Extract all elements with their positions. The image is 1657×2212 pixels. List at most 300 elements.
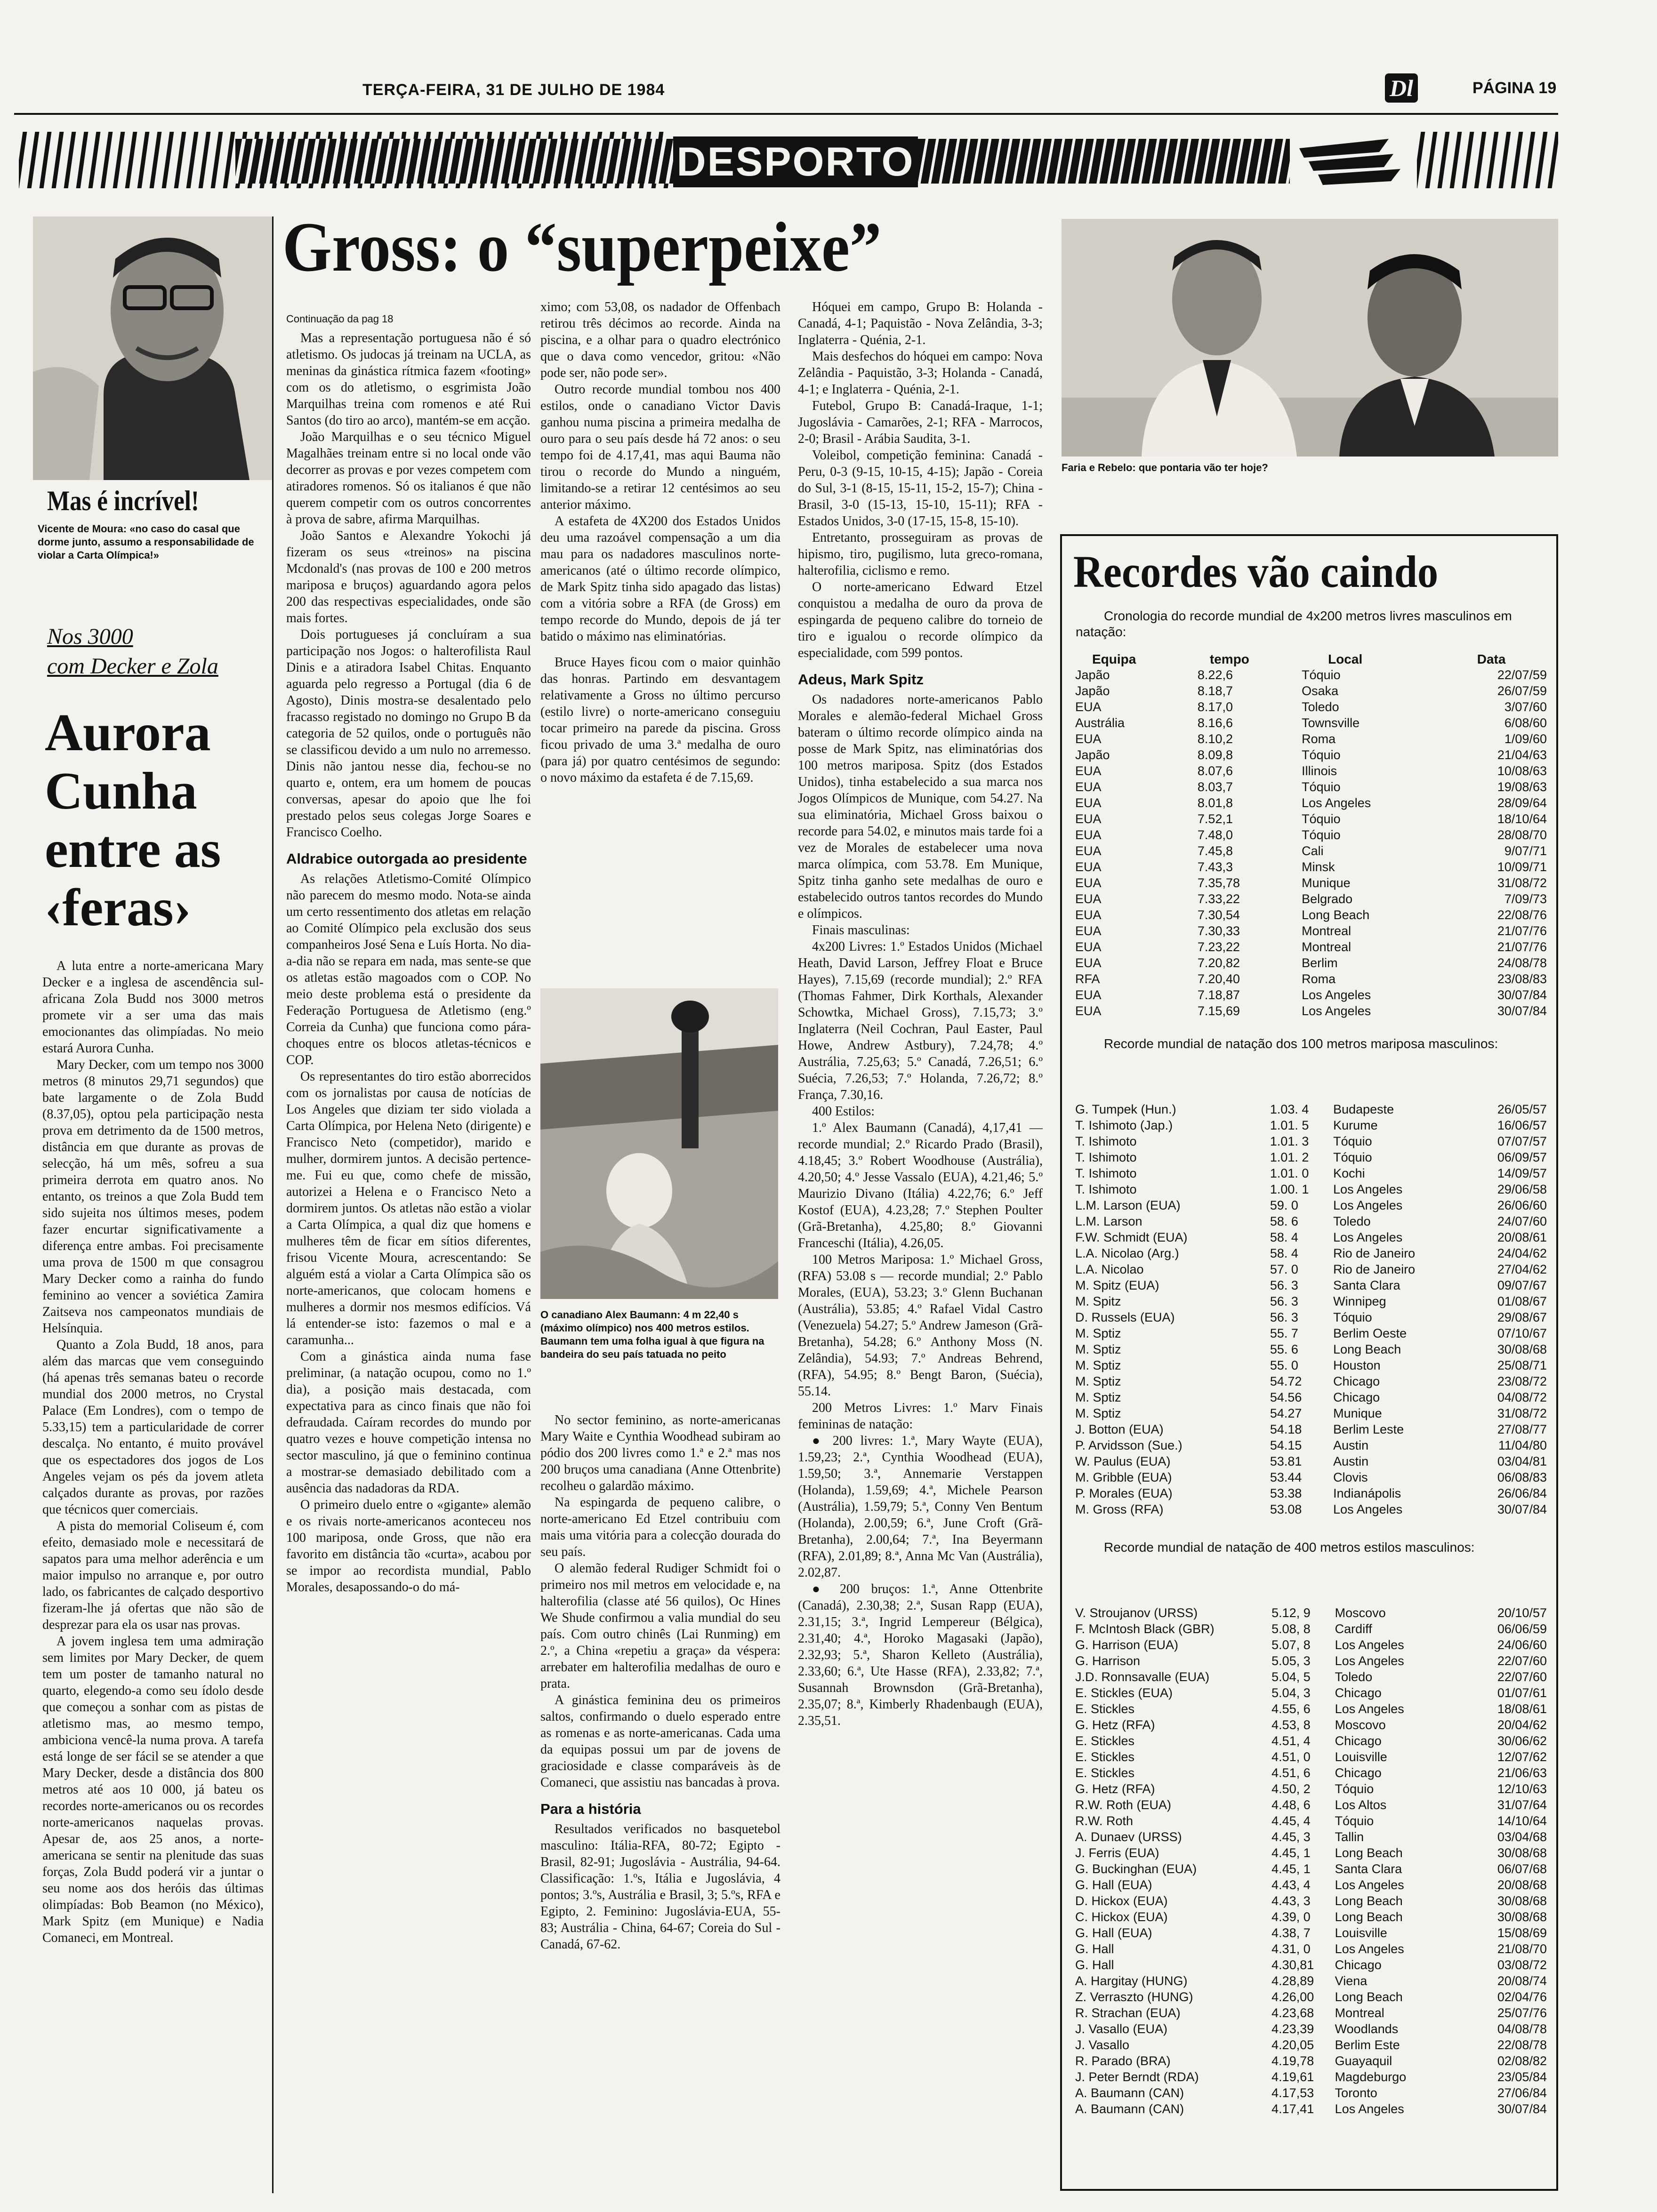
olympic-stars-logo-icon — [1295, 134, 1408, 191]
table-cell: 29/08/67 — [1497, 1310, 1547, 1324]
table-cell: 7.30,54 — [1197, 908, 1240, 922]
table-cell: L.M. Larson (EUA) — [1075, 1198, 1181, 1212]
table-cell: 22/07/60 — [1497, 1670, 1547, 1684]
table-cell: E. Stickles — [1075, 1734, 1135, 1748]
table-cell: 4.19,61 — [1271, 2070, 1314, 2084]
table-row — [1073, 1261, 1549, 1277]
table-row — [1073, 827, 1549, 843]
table-cell: 56. 3 — [1270, 1278, 1298, 1292]
table-row — [1073, 2085, 1549, 2101]
table-cell: Chicago — [1333, 1374, 1380, 1388]
table-cell: Woodlands — [1335, 2022, 1399, 2036]
table-cell: Chicago — [1335, 1686, 1382, 1700]
table-cell: 4.53, 8 — [1271, 1718, 1311, 1732]
table-cell: 10/09/71 — [1497, 860, 1547, 874]
table-cell: Japão — [1075, 748, 1110, 762]
table-cell: Austin — [1333, 1454, 1369, 1468]
table-cell: 7.35,78 — [1197, 876, 1240, 890]
table-cell: Guayaquil — [1335, 2054, 1392, 2068]
table-cell: L.A. Nicolao (Arg.) — [1075, 1246, 1179, 1260]
table-cell: 16/06/57 — [1497, 1118, 1547, 1132]
table-cell: 1.03. 4 — [1270, 1102, 1309, 1116]
table-cell: 53.44 — [1270, 1470, 1302, 1484]
table-row — [1073, 2101, 1549, 2117]
banner-block-left — [235, 139, 673, 184]
table-cell: A. Hargitay (HUNG) — [1075, 1974, 1188, 1988]
table-cell: R.W. Roth (EUA) — [1075, 1798, 1172, 1812]
table-cell: 02/04/76 — [1497, 1990, 1547, 2004]
table-cell: 8.10,2 — [1197, 732, 1233, 746]
table-cell: 4.17,53 — [1271, 2086, 1314, 2100]
table-cell: J. Peter Berndt (RDA) — [1075, 2070, 1199, 2084]
table-cell: 3/07/60 — [1504, 700, 1547, 714]
table-row — [1073, 2005, 1549, 2021]
table-cell: Moscovo — [1335, 1606, 1386, 1620]
table-cell: T. Ishimoto — [1075, 1166, 1137, 1180]
table-cell: 8.17,0 — [1197, 700, 1233, 714]
table-cell: 7.45,8 — [1197, 844, 1233, 858]
table-cell: M. Sptiz — [1075, 1326, 1121, 1340]
table-row — [1073, 1469, 1549, 1485]
table-cell: D. Hickox (EUA) — [1075, 1894, 1168, 1908]
table-cell: 6/08/60 — [1504, 716, 1547, 730]
table-cell: EUA — [1075, 796, 1102, 810]
table-cell: Los Altos — [1335, 1798, 1387, 1812]
table-cell: 02/08/82 — [1497, 2054, 1547, 2068]
table-cell: 8.07,6 — [1197, 764, 1233, 778]
table-cell: EUA — [1075, 924, 1102, 938]
table-cell: Rio de Janeiro — [1333, 1246, 1416, 1260]
table-cell: 54.27 — [1270, 1406, 1302, 1420]
table-cell: 04/08/72 — [1497, 1390, 1547, 1404]
table-row — [1073, 683, 1549, 699]
table-cell: E. Stickles — [1075, 1766, 1135, 1780]
table-row — [1073, 1845, 1549, 1861]
table-cell: EUA — [1075, 812, 1102, 826]
table-row — [1073, 2069, 1549, 2085]
table-cell: 14/09/57 — [1497, 1166, 1547, 1180]
table-cell: Winnipeg — [1333, 1294, 1386, 1308]
table-cell: R.W. Roth — [1075, 1814, 1134, 1828]
table-cell: Toledo — [1335, 1670, 1373, 1684]
gross-article-col3 — [798, 299, 1043, 2191]
table-cell: 53.38 — [1270, 1486, 1302, 1500]
table-cell: 58. 6 — [1270, 1214, 1298, 1228]
left-column-rule — [272, 216, 273, 2193]
table-cell: 31/07/64 — [1497, 1798, 1547, 1812]
table-cell: Tóquio — [1335, 1782, 1374, 1796]
table-cell: EUA — [1075, 940, 1102, 954]
table-cell: T. Ishimoto — [1075, 1182, 1137, 1196]
paragraph: 4x200 Livres: 1.º Estados Unidos (Michael Heath, David Larson, Jeffrey Float e Bruce Hayes), 7.15,69 (recorde mundial); 2.º RFA (Thomas Fahmer, Dirk Korthals, Alexander Schowtka, Michael Gross), 7.15,73; 3.º Inglaterra (Neil Cochran, Paul Easter, Paul Howe, Andrew Astbury), 7.24,78; 4.º Austrália, 7.25,63; 5.º Canadá, 7.26,51; 6.º Suécia, 7.26,53; 7.º Holanda, 7.26,72; 8.º França, 7.30,16. — [798, 939, 1043, 1102]
table-cell: E. Stickles — [1075, 1750, 1135, 1764]
aurora-headline: Aurora Cunha entre as ‹feras› — [45, 704, 221, 937]
table-cell: 4.38, 7 — [1271, 1926, 1311, 1940]
table-cell: 4.51, 0 — [1271, 1750, 1311, 1764]
table-cell: Clovis — [1333, 1470, 1368, 1484]
table-cell: 5.05, 3 — [1271, 1654, 1311, 1668]
table-row — [1073, 2021, 1549, 2037]
records-intro-2: Recorde mundial de natação dos 100 metros mariposa masculinos: — [1104, 1036, 1498, 1051]
table-cell: 57. 0 — [1270, 1262, 1298, 1276]
table-cell: 56. 3 — [1270, 1310, 1298, 1324]
paragraph: 100 Metros Mariposa: 1.º Michael Gross, (RFA) 53.08 s — recorde mundial; 2.º Pablo Morales, (EUA), 53.23; 3.º Glenn Buchanan (Austrália), 53.85; 4.º Rafael Vidal Castro (Venezuela) 54.27; 5.º Andrew Jameson (Grã-Bretanha), 54.28; 6.º Anthony Moss (N. Zelândia), 54.93; 7.º Andreas Behrend, (RFA), 54.95; 8.º Bengt Baron, (Suécia), 55.14. — [798, 1252, 1043, 1399]
paragraph: Os nadadores norte-americanos Pablo Morales e alemão-federal Michael Gross bateram o último recorde olímpico ainda na posse de Mark Spitz, nas eliminatórias dos 100 metros mariposa. Spitz (dos Estados Unidos), tinha estabelecido a sua marca nos Jogos Olímpicos de Munique, com 54.27. Na sua eliminatória, Michael Gross baixou o recorde para 54.02, e minutos mais tarde foi a vez de Morales de estabelecer uma nova marca olímpica, com 53.78. Em Munique, Spitz tinha ganho sete medalhas de ouro e estabelecido outros tantos recordes do Mundo e olímpicos. — [798, 692, 1043, 921]
paragraph: A luta entre a norte-americana Mary Decker e a inglesa de ascendência sul-africana Zola Budd nos 3000 metros promete vir a ser uma das mais emocionantes das olimpíadas. No meio estará Aurora Cunha. — [42, 959, 264, 1056]
table-cell: Louisville — [1335, 1750, 1387, 1764]
paragraph: ximo; com 53,08, os nadador de Offenbach retirou três décimos ao recorde. Ainda na piscina, e a olhar para o quadro electrónico que o dava como vencedor, gritou: «Não pode ser, não pode ser». — [540, 300, 780, 380]
table-cell: F. McIntosh Black (GBR) — [1075, 1622, 1215, 1636]
table-row — [1073, 891, 1549, 907]
table-cell: 18/08/61 — [1497, 1702, 1547, 1716]
table-cell: Berlim Leste — [1333, 1422, 1404, 1436]
table-cell: M. Gribble (EUA) — [1075, 1470, 1172, 1484]
table-cell: J.D. Ronnsavalle (EUA) — [1075, 1670, 1210, 1684]
table-row — [1073, 1685, 1549, 1701]
table-cell: Indianápolis — [1333, 1486, 1401, 1500]
records-intro-1: Cronologia do recorde mundial de 4x200 metros livres masculinos em natação: — [1076, 609, 1512, 639]
table-cell: 5.08, 8 — [1271, 1622, 1311, 1636]
col-header: tempo — [1209, 652, 1249, 666]
table-cell: Illinois — [1302, 764, 1337, 778]
table-cell: Los Angeles — [1333, 1502, 1403, 1516]
table-row — [1073, 1197, 1549, 1213]
paragraph: Os representantes do tiro estão aborrecidos com os jornalistas por causa de notícias de Los Angeles que diziam ter sido violada a Carta Olímpica, por Helena Neto (dirigente) e Francisco Neto (competidor), marido e mulher, dormirem juntos. A decisão pertence-me. Fui eu que, como chefe de missão, autorizei a Helena e o Francisco Neto a dormirem juntos. Os atletas não estão a violar a Carta Olímpica, a qual diz que homens e mulheres têm de ficar em sítios diferentes, frisou Vicente Moura, acrescentando: Se alguém está a violar a Carta Olímpica são os norte-americanos, que colocam homens e mulheres a dormir nos mesmos edifícios. Vá lá entender-se isto: fazemos o mal e a caramunha... — [286, 1069, 531, 1347]
table-cell: M. Sptiz — [1075, 1390, 1121, 1404]
table-cell: 14/10/64 — [1497, 1814, 1547, 1828]
table-cell: D. Russels (EUA) — [1075, 1310, 1175, 1324]
page-number: PÁGINA 19 — [1472, 79, 1557, 97]
table-cell: 10/08/63 — [1497, 764, 1547, 778]
table-cell: A. Dunaev (URSS) — [1075, 1830, 1182, 1844]
table-cell: 5.04, 3 — [1271, 1686, 1311, 1700]
table-cell: 55. 7 — [1270, 1326, 1298, 1340]
table-cell: R. Strachan (EUA) — [1075, 2006, 1181, 2020]
table-cell: 30/07/84 — [1497, 1502, 1547, 1516]
table-cell: 4.45, 3 — [1271, 1830, 1311, 1844]
table-cell: 26/06/84 — [1497, 1486, 1547, 1500]
table-cell: EUA — [1075, 764, 1102, 778]
table-cell: Los Angeles — [1335, 1654, 1404, 1668]
table-cell: EUA — [1075, 844, 1102, 858]
table-cell: G. Hetz (RFA) — [1075, 1718, 1155, 1732]
table-cell: G. Buckinghan (EUA) — [1075, 1862, 1197, 1876]
table-cell: 01/07/61 — [1497, 1686, 1547, 1700]
table-row — [1073, 1149, 1549, 1165]
table-cell: Townsville — [1302, 716, 1360, 730]
table-cell: L.M. Larson — [1075, 1214, 1142, 1228]
table-cell: 7.18,87 — [1197, 988, 1240, 1002]
table-cell: Japão — [1075, 668, 1110, 682]
table-cell: 7.43,3 — [1197, 860, 1233, 874]
table-cell: 22/08/78 — [1497, 2038, 1547, 2052]
col-header: Data — [1477, 652, 1506, 666]
table-cell: Roma — [1302, 972, 1336, 986]
table-cell: 4.55, 6 — [1271, 1702, 1311, 1716]
alex-baumann-photo — [540, 988, 778, 1299]
table-cell: 19/08/63 — [1497, 780, 1547, 794]
table-cell: M. Sptiz — [1075, 1342, 1121, 1356]
table-cell: Louisville — [1335, 1926, 1387, 1940]
table-cell: Cali — [1302, 844, 1324, 858]
table-cell: Santa Clara — [1335, 1862, 1402, 1876]
table-cell: 21/06/63 — [1497, 1766, 1547, 1780]
table-cell: E. Stickles (EUA) — [1075, 1686, 1173, 1700]
table-cell: 03/08/72 — [1497, 1958, 1547, 1972]
table-row — [1073, 731, 1549, 747]
table-cell: 7/09/73 — [1504, 892, 1547, 906]
table-cell: 4.50, 2 — [1271, 1782, 1311, 1796]
table-cell: F.W. Schmidt (EUA) — [1075, 1230, 1188, 1244]
table-cell: T. Ishimoto — [1075, 1134, 1137, 1148]
table-cell: Tóquio — [1302, 748, 1341, 762]
page-date: TERÇA-FEIRA, 31 DE JULHO DE 1984 — [362, 81, 665, 99]
table-cell: G. Harrison (EUA) — [1075, 1638, 1179, 1652]
table-cell: 30/08/68 — [1497, 1910, 1547, 1924]
table-row — [1073, 1989, 1549, 2005]
table-cell: Montreal — [1335, 2006, 1384, 2020]
table-row — [1073, 1797, 1549, 1813]
table-cell: Toledo — [1333, 1214, 1371, 1228]
table-cell: Los Angeles — [1335, 1878, 1404, 1892]
table-cell: Austin — [1333, 1438, 1369, 1452]
table-cell: 01/08/67 — [1497, 1294, 1547, 1308]
table-cell: 30/06/62 — [1497, 1734, 1547, 1748]
table-row — [1073, 1669, 1549, 1685]
table-cell: M. Sptiz — [1075, 1406, 1121, 1420]
table-cell: 8.16,6 — [1197, 716, 1233, 730]
table-cell: 4.19,78 — [1271, 2054, 1314, 2068]
table-cell: Berlim Oeste — [1333, 1326, 1407, 1340]
table-cell: 27/04/62 — [1497, 1262, 1547, 1276]
table-cell: 30/07/84 — [1497, 2102, 1547, 2116]
table-cell: 1.01. 5 — [1270, 1118, 1309, 1132]
table-cell: 1/09/60 — [1504, 732, 1547, 746]
table-cell: 30/08/68 — [1497, 1846, 1547, 1860]
table-cell: R. Parado (BRA) — [1075, 2054, 1171, 2068]
table-cell: 4.20,05 — [1271, 2038, 1314, 2052]
table-cell: Los Angeles — [1302, 988, 1371, 1002]
table-row — [1073, 2053, 1549, 2069]
table-cell: 27/08/77 — [1497, 1422, 1547, 1436]
table-cell: 56. 3 — [1270, 1294, 1298, 1308]
table-cell: M. Sptiz — [1075, 1374, 1121, 1388]
table-cell: 26/06/60 — [1497, 1198, 1547, 1212]
table-row — [1073, 1893, 1549, 1909]
paragraph: Mais desfechos do hóquei em campo: Nova Zelândia - Paquistão, 3-3; Holanda - Canadá, 4-1; e Inglaterra - Quénia, 2-1. — [798, 349, 1043, 397]
aldrabice-subheading: Aldrabice outorgada ao presidente — [286, 850, 527, 867]
table-cell: Tóquio — [1333, 1134, 1372, 1148]
faria-rebelo-photo — [1062, 219, 1558, 457]
table-cell: 26/07/59 — [1497, 684, 1547, 698]
table-cell: 22/07/59 — [1497, 668, 1547, 682]
table-cell: T. Ishimoto (Jap.) — [1075, 1118, 1173, 1132]
table-cell: 06/06/59 — [1497, 1622, 1547, 1636]
table-row — [1073, 1309, 1549, 1325]
table-row — [1073, 747, 1549, 763]
left-subheadline: Mas é incrível! — [47, 485, 199, 516]
table-cell: J. Ferris (EUA) — [1075, 1846, 1159, 1860]
table-cell: Los Angeles — [1335, 1942, 1404, 1956]
table-cell: M. Gross (RFA) — [1075, 1502, 1164, 1516]
table-row — [1073, 971, 1549, 987]
paragraph: Com a ginástica ainda numa fase preliminar, (a natação ocupou, como no 1.º dia), a posição mais destacada, com expectativa para as cinco finais que não foi defraudada. Caíram recordes do mundo por quatro vezes e houve competição intensa no sector masculino, já que o feminino continua a mostrar-se demasiado debilitado com a ausência das nadadoras da RDA. — [286, 1349, 531, 1496]
table-cell: 4.17,41 — [1271, 2102, 1314, 2116]
table-cell: 7.15,69 — [1197, 1004, 1240, 1018]
table-row — [1073, 1341, 1549, 1357]
table-row — [1073, 1101, 1549, 1117]
table-cell: 20/08/68 — [1497, 1878, 1547, 1892]
table-cell: Toledo — [1302, 700, 1339, 714]
table-row — [1073, 1733, 1549, 1749]
table-row — [1073, 1003, 1549, 1019]
table-cell: 20/10/57 — [1497, 1606, 1547, 1620]
table-cell: 27/06/84 — [1497, 2086, 1547, 2100]
faria-rebelo-caption: Faria e Rebelo: que pontaria vão ter hoje? — [1062, 462, 1268, 473]
table-cell: Belgrado — [1302, 892, 1353, 906]
table-cell: M. Spitz — [1075, 1294, 1121, 1308]
table-row — [1073, 1325, 1549, 1341]
table-cell: 53.08 — [1270, 1502, 1302, 1516]
vicente-moura-photo — [33, 216, 273, 480]
table-cell: 7.30,33 — [1197, 924, 1240, 938]
table-cell: Los Angeles — [1335, 1638, 1404, 1652]
table-cell: EUA — [1075, 876, 1102, 890]
table-cell: Budapeste — [1333, 1102, 1394, 1116]
table-cell: 30/08/68 — [1497, 1894, 1547, 1908]
table-cell: 54.56 — [1270, 1390, 1302, 1404]
table-cell: G. Hall (EUA) — [1075, 1926, 1152, 1940]
historia-subheading: Para a história — [540, 1801, 641, 1817]
table-row — [1073, 1813, 1549, 1829]
table-cell: Austrália — [1075, 716, 1125, 730]
paragraph: Bruce Hayes ficou com o maior quinhão das honras. Partindo em desvantagem relativamente a Gross no último percurso (estilo livre) o norte-americano conseguiu tocar primeiro na parede da piscina. Gross ficou privado de uma 3.ª medalha de ouro (para já) por quatro centésimos de segundo: o novo máximo da estafeta é de 7.15,69. — [540, 655, 780, 785]
table-cell: Los Angeles — [1302, 796, 1371, 810]
table-cell: EUA — [1075, 828, 1102, 842]
table-cell: 18/10/64 — [1497, 812, 1547, 826]
paragraph: A ginástica feminina deu os primeiros saltos, confirmando o duelo esperado entre as romenas e as norte-americanas. Cada uma da equipas possui um par de jovens de graciosidade e classe comparáveis às de Comaneci, que assistiu nas bancadas à prova. — [540, 1693, 780, 1790]
table-cell: Viena — [1335, 1974, 1367, 1988]
table-cell: 4.31, 0 — [1271, 1942, 1311, 1956]
table-cell: Los Angeles — [1333, 1230, 1403, 1244]
table-cell: 20/08/61 — [1497, 1230, 1547, 1244]
table-cell: EUA — [1075, 1004, 1102, 1018]
table-row — [1073, 1501, 1549, 1517]
table-row — [1073, 859, 1549, 875]
table-row — [1073, 1973, 1549, 1989]
table-cell: 1.01. 0 — [1270, 1166, 1309, 1180]
paragraph: Entretanto, prosseguiram as provas de hipismo, tiro, pugilismo, luta greco-romana, halterofilia, ciclismo e remo. — [798, 530, 1043, 578]
table-cell: Munique — [1333, 1406, 1382, 1420]
table-cell: Magdeburgo — [1335, 2070, 1407, 2084]
table-cell: Montreal — [1302, 924, 1351, 938]
table-cell: G. Hall (EUA) — [1075, 1878, 1152, 1892]
table-row — [1073, 1909, 1549, 1925]
table-row — [1073, 1213, 1549, 1229]
table-cell: Los Angeles — [1333, 1182, 1403, 1196]
table-cell: Cardiff — [1335, 1622, 1372, 1636]
table-cell: 21/08/70 — [1497, 1942, 1547, 1956]
table-cell: 4.51, 6 — [1271, 1766, 1311, 1780]
paragraph: Voleibol, competição feminina: Canadá - Peru, 0-3 (9-15, 10-15, 4-15); Japão - Coreia do Sul, 3-1 (8-15, 15-11, 15-2, 15-7); China - Brasil, 3-0 (15-13, 15-10, 15-11); RFA - Estados Unidos, 3-0 (17-15, 15-8, 15-10). — [798, 448, 1043, 529]
table-cell: Tóquio — [1302, 780, 1341, 794]
table-row — [1073, 843, 1549, 859]
table-cell: 31/08/72 — [1497, 1406, 1547, 1420]
paragraph: Na espingarda de pequeno calibre, o norte-americano Ed Etzel contribuiu com mais uma vitória para a colecção dourada do seu país. — [540, 1495, 780, 1559]
paragraph: A pista do memorial Coliseum é, com efeito, demasiado mole e necessitará de sapatos para uma melhor aderência e um maior impulso no arranque e, por outro lado, os fabricantes de calçado desportivo fizeram-lhe já ofertas que não são de desprezar para ela os usar nas provas. — [42, 1519, 264, 1632]
table-cell: 58. 4 — [1270, 1246, 1298, 1260]
table-cell: 06/07/68 — [1497, 1862, 1547, 1876]
table-cell: 23/08/72 — [1497, 1374, 1547, 1388]
table-cell: 21/07/76 — [1497, 940, 1547, 954]
table-cell: Berlim — [1302, 956, 1338, 970]
banner-block-right — [918, 139, 1290, 184]
table-row — [1073, 1877, 1549, 1893]
banner-stripes-right — [1417, 132, 1558, 188]
col-header: Local — [1328, 652, 1363, 666]
table-cell: A. Baumann (CAN) — [1075, 2102, 1184, 2116]
table-cell: 4.39, 0 — [1271, 1910, 1311, 1924]
table-cell: 8.01,8 — [1197, 796, 1233, 810]
table-row — [1073, 699, 1549, 715]
table-cell: 09/07/67 — [1497, 1278, 1547, 1292]
table-cell: 26/05/57 — [1497, 1102, 1547, 1116]
table-cell: 06/08/83 — [1497, 1470, 1547, 1484]
table-row — [1073, 811, 1549, 827]
table-row — [1073, 1653, 1549, 1669]
table-cell: W. Paulus (EUA) — [1075, 1454, 1171, 1468]
table-row — [1073, 1829, 1549, 1845]
table-row — [1073, 1181, 1549, 1197]
vicente-moura-caption: Vicente de Moura: «no caso do casal que dorme junto, assumo a responsabilidade de violar a Carta Olímpica!» — [38, 523, 254, 561]
table-cell: 7.33,22 — [1197, 892, 1240, 906]
table-row — [1073, 1941, 1549, 1957]
table-cell: 24/07/60 — [1497, 1214, 1547, 1228]
table-cell: E. Stickles — [1075, 1702, 1135, 1716]
table-cell: EUA — [1075, 908, 1102, 922]
table-cell: 7.23,22 — [1197, 940, 1240, 954]
table-cell: 23/08/83 — [1497, 972, 1547, 986]
table-cell: EUA — [1075, 956, 1102, 970]
aurora-article-body — [42, 958, 264, 2191]
table-cell: P. Arvidsson (Sue.) — [1075, 1438, 1182, 1452]
table-cell: 12/10/63 — [1497, 1782, 1547, 1796]
table-cell: 25/08/71 — [1497, 1358, 1547, 1372]
table-row — [1073, 1637, 1549, 1653]
records-intro-3: Recorde mundial de natação de 400 metros estilos masculinos: — [1104, 1540, 1475, 1555]
continuation-note: Continuação da pag 18 — [286, 313, 394, 325]
table-row — [1073, 939, 1549, 955]
kicker-line-2: com Decker e Zola — [47, 654, 218, 679]
table-cell: 55. 6 — [1270, 1342, 1298, 1356]
records-headline: Recordes vão caindo — [1073, 546, 1439, 597]
table-cell: EUA — [1075, 732, 1102, 746]
table-cell: G. Hall — [1075, 1942, 1114, 1956]
table-row — [1073, 1765, 1549, 1781]
table-cell: 1.01. 2 — [1270, 1150, 1309, 1164]
table-cell: 8.09,8 — [1197, 748, 1233, 762]
table-cell: 28/09/64 — [1497, 796, 1547, 810]
table-cell: Moscovo — [1335, 1718, 1386, 1732]
col-header: Equipa — [1092, 652, 1136, 666]
table-cell: Munique — [1302, 876, 1351, 890]
table-row — [1073, 1229, 1549, 1245]
table-cell: Tóquio — [1335, 1814, 1374, 1828]
table-cell: Long Beach — [1335, 1846, 1403, 1860]
table-cell: Rio de Janeiro — [1333, 1262, 1416, 1276]
table-cell: G. Hetz (RFA) — [1075, 1782, 1155, 1796]
paragraph: Quanto a Zola Budd, 18 anos, para além das marcas que vem conseguindo (há apenas três semanas bateu o recorde mundial dos 2000 metros, no Crystal Palace (Em Londres), com o tempo de 5.33,15) tem a particularidade de correr descalça. No entanto, é muito provável que os espectadores dos jogos de Los Angeles vejam os pés da jovem atleta calçados durante as provas, por razões que técnicos quer comerciais. — [42, 1338, 264, 1517]
